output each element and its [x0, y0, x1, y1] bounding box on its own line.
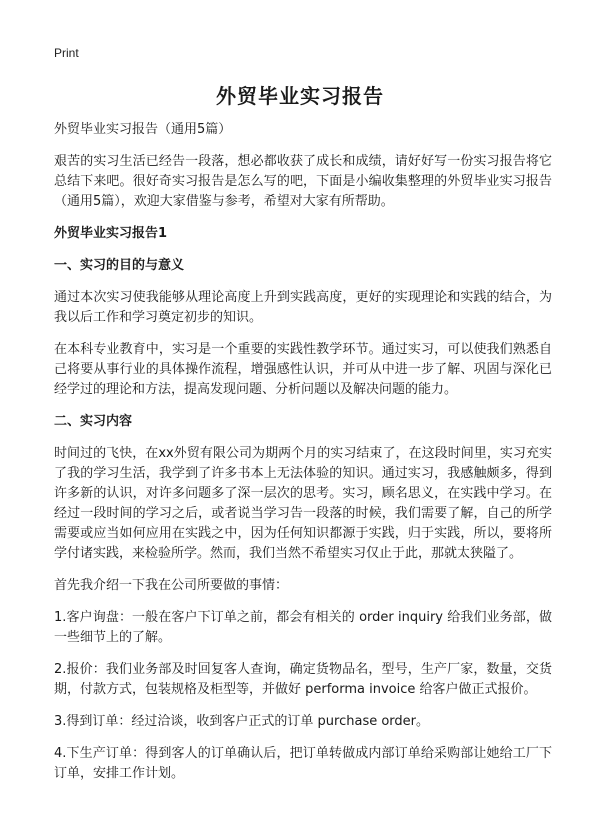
section1-heading: 一、实习的目的与意义: [54, 258, 185, 273]
list-item: 3.得到订单：经过洽谈，收到客户正式的订单 purchase order。: [54, 714, 430, 729]
section2-heading: 二、实习内容: [54, 414, 133, 429]
report-heading: 外贸毕业实习报告1: [54, 226, 168, 241]
intro-paragraph: 艰苦的实习生活已经告一段落，想必都收获了成长和成绩，请好好写一份实习报告将它总结下来吧。很好奇实习报告是怎么写的吧，下面是小编收集整理的外贸毕业实习报告（通用5篇），欢迎大家借鉴与参考，希望对大家有所帮助。: [54, 154, 552, 209]
section1-paragraph-2: 在本科专业教育中，实习是一个重要的实践性教学环节。通过实习，可以使我们熟悉自己将要从事行业的具体操作流程，增强感性认识，并可从中进一步了解、巩固与深化已经学过的理论和方法，提高发现问题、分析问题以及解决问题的能力。: [54, 342, 552, 397]
list-item: 2.报价：我们业务部及时回复客人查询，确定货物品名，型号，生产厂家，数量，交货期，付款方式，包装规格及柜型等，并做好 performa invoice 给客户做正式报价。: [54, 662, 552, 697]
list-item: 1.客户询盘：一般在客户下订单之前，都会有相关的 order inquiry 给我们业务部，做一些细节上的了解。: [54, 610, 552, 645]
document-subtitle: 外贸毕业实习报告（通用5篇）: [54, 122, 232, 137]
section2-paragraph-2: 首先我介绍一下我在公司所要做的事情：: [54, 578, 289, 593]
document-title: 外贸毕业实习报告: [216, 84, 384, 108]
list-item: 4.下生产订单：得到客人的订单确认后，把订单转做成内部订单给采购部让她给工厂下订单，安排工作计划。: [54, 746, 552, 781]
section2-paragraph-1: 时间过的飞快，在xx外贸有限公司为期两个月的实习结束了，在这段时间里，实习充实了我的学习生活，我学到了许多书本上无法体验的知识。通过实习，我感触颇多，得到许多新的认识，对许多问题多了深一层次的思考。实习，顾名思义，在实践中学习。在经过一段时间的学习之后，或者说当学习告一段落的时候，我们需要了解，自己的所学需要或应当如何应用在实践之中，因为任何知识都源于实践，归于实践，所以，要将所学付诸实践，来检验所学。然而，我们当然不希望实习仅止于此，那就太狭隘了。: [54, 446, 552, 561]
document-body: [54, 120, 552, 796]
section1-paragraph-1: 通过本次实习使我能够从理论高度上升到实践高度，更好的实现理论和实践的结合，为我以后工作和学习奠定初步的知识。: [54, 290, 552, 325]
print-label: Print: [54, 46, 79, 60]
